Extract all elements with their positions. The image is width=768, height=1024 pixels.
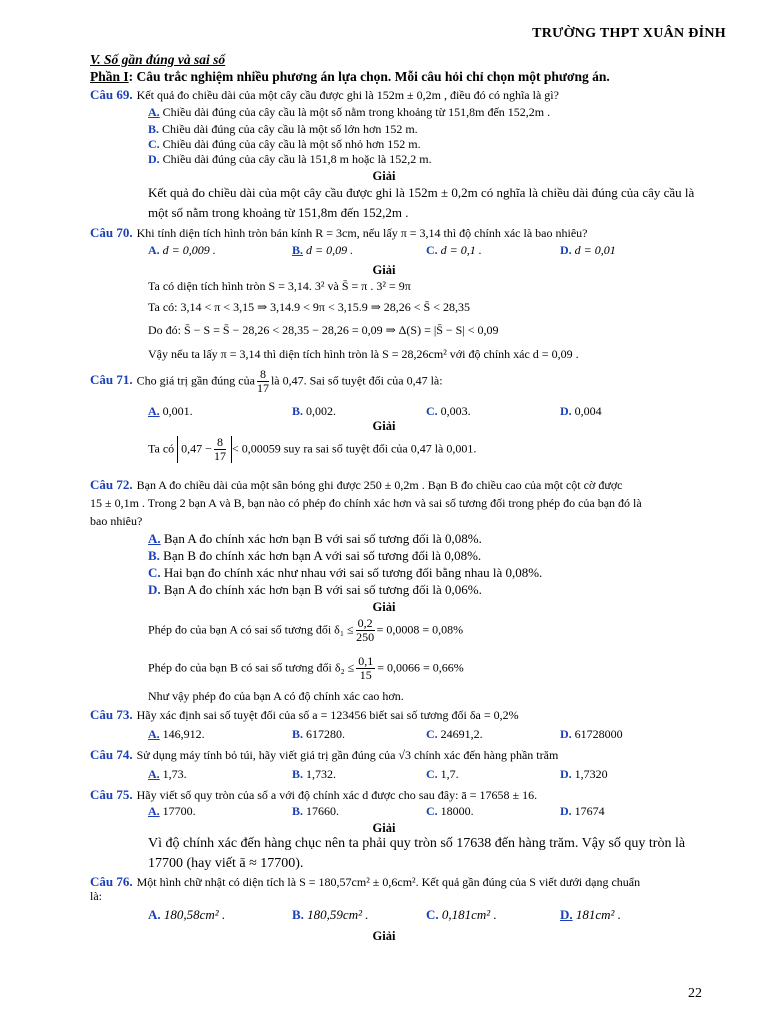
fraction-numerator: 0,1 bbox=[358, 654, 374, 668]
q75-option-b bbox=[292, 805, 339, 819]
option-text: 617280. bbox=[306, 727, 346, 741]
q73-option-c bbox=[426, 728, 483, 742]
option-text: 17674 bbox=[574, 804, 605, 818]
q72-solution-line1 bbox=[148, 617, 463, 644]
q71-option-a bbox=[148, 405, 193, 419]
q70-option-a bbox=[148, 244, 216, 258]
fraction-numerator: 0,2 bbox=[357, 616, 373, 630]
q70-option-c bbox=[426, 244, 482, 258]
question-text: Bạn A đo chiều dài của một sân bóng ghi được 250 ± 0,2m . Bạn B đo chiều cao của một cột cờ được bbox=[136, 478, 623, 492]
q73-option-a bbox=[148, 728, 205, 742]
q71-option-b bbox=[292, 405, 336, 419]
question-text: Một hình chữ nhật có diện tích là S = 180,57cm² ± 0,6cm². Kết quả gần đúng của S viết dưới dạng chuẩn bbox=[136, 875, 641, 889]
option-letter: A. bbox=[148, 105, 160, 119]
q72-option-b bbox=[148, 549, 481, 564]
q70-solution-line4: Vậy nếu ta lấy π = 3,14 thì diện tích hình tròn là S = 28,26cm² với độ chính xác d = 0,09 . bbox=[148, 347, 579, 361]
q71-option-c bbox=[426, 405, 471, 419]
solution-text: = 0,0008 = 0,08% bbox=[376, 622, 464, 637]
q72-solution-line3: Như vậy phép đo của bạn A có độ chính xác cao hơn. bbox=[148, 689, 404, 703]
option-letter: B. bbox=[148, 122, 160, 136]
q75-option-c bbox=[426, 805, 474, 819]
solution-text: suy ra sai số tuyệt đối của 0,47 là 0,001. bbox=[283, 441, 477, 456]
option-text: 181cm² . bbox=[575, 907, 621, 922]
option-text: 61728000 bbox=[574, 727, 623, 741]
q73-option-d bbox=[560, 728, 623, 742]
option-text: 17660. bbox=[306, 804, 340, 818]
question-number: Câu 69. bbox=[90, 87, 133, 102]
option-letter: A. bbox=[148, 404, 160, 418]
fraction bbox=[356, 655, 375, 682]
question-number: Câu 71. bbox=[90, 372, 133, 388]
option-text: Bạn A đo chính xác hơn bạn B với sai số tương đối là 0,06%. bbox=[163, 582, 482, 597]
q69-option-d bbox=[148, 153, 432, 167]
option-letter: C. bbox=[426, 804, 438, 818]
option-letter: A. bbox=[148, 727, 160, 741]
option-text: Chiều dài đúng của cây cầu là một số nằm trong khoảng từ 151,8m đến 152,2m . bbox=[162, 105, 551, 119]
q70-solution-line2: Ta có: 3,14 < π < 3,15 ⇒ 3,14.9 < 9π < 3,15.9 ⇒ 28,26 < S̄ < 28,35 bbox=[148, 300, 470, 314]
option-text: 1,7. bbox=[440, 767, 459, 781]
q75-solution-line2: 17700 (hay viết ā ≈ 17700). bbox=[148, 856, 304, 871]
option-text: 0,001. bbox=[162, 404, 193, 418]
option-letter: C. bbox=[426, 243, 438, 257]
fraction-denominator: 17 bbox=[256, 381, 269, 396]
expression-part: 0,47 − bbox=[181, 441, 212, 456]
question-text: là 0,47. Sai số tuyệt đối của 0,47 là: bbox=[270, 373, 443, 388]
option-text: 0,002. bbox=[306, 404, 337, 418]
option-text: Bạn B đo chính xác hơn bạn A với sai số tương đối là 0,08%. bbox=[163, 548, 482, 563]
solution-text: = 0,0066 = 0,66% bbox=[377, 660, 464, 675]
q76-option-c bbox=[426, 908, 497, 923]
expression-part: < 0,00059 bbox=[231, 441, 281, 456]
option-letter: D. bbox=[560, 404, 572, 418]
question-72 bbox=[90, 478, 623, 493]
option-text: 24691,2. bbox=[440, 727, 483, 741]
question-text: Hãy xác định sai số tuyệt đối của số a = 123456 biết sai số tương đối δa = 0,2% bbox=[136, 708, 519, 722]
solution-label: Giải bbox=[372, 263, 396, 277]
part-text: : Câu trắc nghiệm nhiều phương án lựa chọn. Mỗi câu hỏi chỉ chọn một phương án. bbox=[128, 69, 610, 84]
fraction bbox=[257, 368, 269, 395]
option-letter: C. bbox=[148, 137, 160, 151]
q76-option-a bbox=[148, 908, 225, 923]
section-title: V. Số gần đúng và sai số bbox=[90, 52, 226, 67]
page-number: 22 bbox=[688, 986, 702, 1001]
option-text: 0,003. bbox=[440, 404, 471, 418]
question-76-line2: là: bbox=[90, 889, 102, 903]
option-text: 0,004 bbox=[574, 404, 602, 418]
question-number: Câu 75. bbox=[90, 787, 133, 802]
option-letter: D. bbox=[148, 152, 160, 166]
q75-option-d bbox=[560, 805, 605, 819]
option-text: 1,73. bbox=[162, 767, 187, 781]
solution-text: Phép đo của bạn B có sai số tương đối δ₂ ≤ bbox=[148, 660, 355, 675]
solution-label: Giải bbox=[372, 419, 396, 433]
q73-option-b bbox=[292, 728, 345, 742]
question-text: Hãy viết số quy tròn của số a với độ chính xác d được cho sau đây: ā = 17658 ± 16. bbox=[136, 788, 538, 802]
question-number: Câu 70. bbox=[90, 225, 133, 240]
option-letter: D. bbox=[560, 727, 572, 741]
option-letter: B. bbox=[292, 727, 304, 741]
q69-option-a bbox=[148, 106, 550, 120]
option-letter: C. bbox=[426, 767, 438, 781]
question-71 bbox=[90, 368, 443, 395]
option-letter: A. bbox=[148, 907, 161, 922]
question-number: Câu 74. bbox=[90, 747, 133, 762]
fraction-denominator: 17 bbox=[213, 449, 226, 464]
q72-option-d bbox=[148, 583, 482, 598]
option-letter: A. bbox=[148, 531, 161, 546]
fraction-numerator: 8 bbox=[214, 436, 226, 450]
q70-option-b bbox=[292, 244, 353, 258]
question-number: Câu 73. bbox=[90, 707, 133, 722]
school-header: TRƯỜNG THPT XUÂN ĐỈNH bbox=[532, 26, 726, 41]
q71-solution bbox=[148, 436, 476, 463]
q70-solution-line3: Do đó: S̄ − S = S̄ − 28,26 < 28,35 − 28,26 = 0,09 ⇒ Δ(S) = |S̄ − S| < 0,09 bbox=[148, 323, 499, 337]
option-text: d = 0,1 . bbox=[440, 243, 482, 257]
question-text: Sử dụng máy tính bỏ túi, hãy viết giá trị gần đúng của √3 chính xác đến hàng phần trăm bbox=[136, 748, 559, 762]
option-text: d = 0,01 bbox=[574, 243, 616, 257]
q74-option-d bbox=[560, 768, 608, 782]
question-text: Cho giá trị gần đúng của bbox=[136, 373, 255, 388]
option-text: d = 0,09 . bbox=[306, 243, 354, 257]
option-letter: B. bbox=[292, 804, 304, 818]
option-text: 146,912. bbox=[162, 727, 205, 741]
option-letter: D. bbox=[560, 243, 572, 257]
q69-option-c bbox=[148, 138, 421, 152]
q75-option-a bbox=[148, 805, 196, 819]
option-letter: A. bbox=[148, 767, 160, 781]
solution-label: Giải bbox=[372, 169, 396, 183]
option-letter: C. bbox=[426, 907, 439, 922]
option-text: 1,732. bbox=[306, 767, 337, 781]
option-letter: D. bbox=[560, 907, 573, 922]
option-text: Hai bạn đo chính xác như nhau với sai số tương đối bằng nhau là 0,08%. bbox=[163, 565, 543, 580]
question-73 bbox=[90, 708, 519, 723]
option-text: 1,7320 bbox=[574, 767, 608, 781]
solution-label: Giải bbox=[372, 929, 396, 943]
option-letter: B. bbox=[292, 243, 304, 257]
q70-solution-line1: Ta có diện tích hình tròn S = 3,14. 3² và S̄ = π . 3² = 9π bbox=[148, 279, 411, 293]
question-number: Câu 76. bbox=[90, 874, 133, 889]
option-letter: D. bbox=[560, 767, 572, 781]
question-text: Khi tính diện tích hình tròn bán kính R = 3cm, nếu lấy π = 3,14 thì độ chính xác là bao nhiêu? bbox=[136, 226, 588, 240]
part-heading bbox=[90, 69, 610, 85]
question-69 bbox=[90, 88, 559, 103]
option-text: 0,181cm² . bbox=[441, 907, 497, 922]
option-text: Chiều dài đúng của cây cầu là một số nhỏ hơn 152 m. bbox=[162, 137, 421, 151]
q71-option-d bbox=[560, 405, 602, 419]
option-letter: A. bbox=[148, 243, 160, 257]
option-letter: C. bbox=[426, 404, 438, 418]
fraction-denominator: 15 bbox=[359, 668, 372, 683]
absolute-value-expression bbox=[177, 436, 232, 463]
q70-option-d bbox=[560, 244, 616, 258]
question-74 bbox=[90, 748, 558, 763]
part-label: Phần I bbox=[90, 69, 129, 84]
solution-label: Giải bbox=[372, 600, 396, 614]
option-text: Chiều dài đúng của cây cầu là 151,8 m hoặc là 152,2 m. bbox=[162, 152, 432, 166]
solution-text: Ta có bbox=[148, 441, 175, 456]
option-text: 17700. bbox=[162, 804, 196, 818]
q69-solution-line1: Kết quả đo chiều dài của một cây cầu được ghi là 152m ± 0,2m có nghĩa là chiều dài đúng của cây cầu là bbox=[148, 185, 695, 200]
q69-option-b bbox=[148, 123, 418, 137]
option-letter: A. bbox=[148, 804, 160, 818]
q69-solution-line2: một số nằm trong khoảng từ 151,8m đến 152,2m . bbox=[148, 205, 409, 220]
option-letter: C. bbox=[426, 727, 438, 741]
fraction-numerator: 8 bbox=[257, 368, 269, 382]
option-letter: D. bbox=[560, 804, 572, 818]
fraction-denominator: 250 bbox=[356, 630, 375, 645]
q72-solution-line2 bbox=[148, 655, 464, 682]
option-text: 180,58cm² . bbox=[163, 907, 226, 922]
q76-option-b bbox=[292, 908, 368, 923]
option-text: Chiều dài đúng của cây cầu là một số lớn hơn 152 m. bbox=[162, 122, 418, 136]
option-letter: B. bbox=[292, 767, 304, 781]
q74-option-c bbox=[426, 768, 459, 782]
solution-label: Giải bbox=[372, 821, 396, 835]
question-70 bbox=[90, 226, 587, 241]
question-75 bbox=[90, 788, 537, 803]
solution-text: Phép đo của bạn A có sai số tương đối δ₁ ≤ bbox=[148, 622, 354, 637]
option-text: d = 0,009 . bbox=[162, 243, 216, 257]
option-letter: B. bbox=[148, 548, 160, 563]
q74-option-a bbox=[148, 768, 187, 782]
q72-option-c bbox=[148, 566, 542, 581]
option-letter: C. bbox=[148, 565, 161, 580]
option-letter: B. bbox=[292, 907, 304, 922]
option-text: 180,59cm² . bbox=[307, 907, 369, 922]
q76-option-d bbox=[560, 908, 621, 923]
question-76 bbox=[90, 875, 640, 890]
fraction bbox=[356, 617, 375, 644]
fraction bbox=[214, 436, 226, 463]
question-text: Kết quả đo chiều dài của một cây cầu được ghi là 152m ± 0,2m , điều đó có nghĩa là gì? bbox=[136, 88, 559, 102]
option-letter: B. bbox=[292, 404, 304, 418]
option-text: Bạn A đo chính xác hơn bạn B với sai số tương đối là 0,08%. bbox=[163, 531, 482, 546]
question-number: Câu 72. bbox=[90, 477, 133, 492]
question-72-line2: 15 ± 0,1m . Trong 2 bạn A và B, bạn nào có phép đo chính xác hơn và sai số tương đối trong phép đo của bạn đó là bbox=[90, 496, 642, 510]
q74-option-b bbox=[292, 768, 336, 782]
option-letter: D. bbox=[148, 582, 161, 597]
question-72-line3: bao nhiêu? bbox=[90, 514, 143, 528]
q72-option-a bbox=[148, 532, 482, 547]
option-text: 18000. bbox=[440, 804, 474, 818]
q75-solution-line1: Vì độ chính xác đến hàng chục nên ta phải quy tròn số 17638 đến hàng trăm. Vậy số quy tròn là bbox=[148, 836, 686, 851]
